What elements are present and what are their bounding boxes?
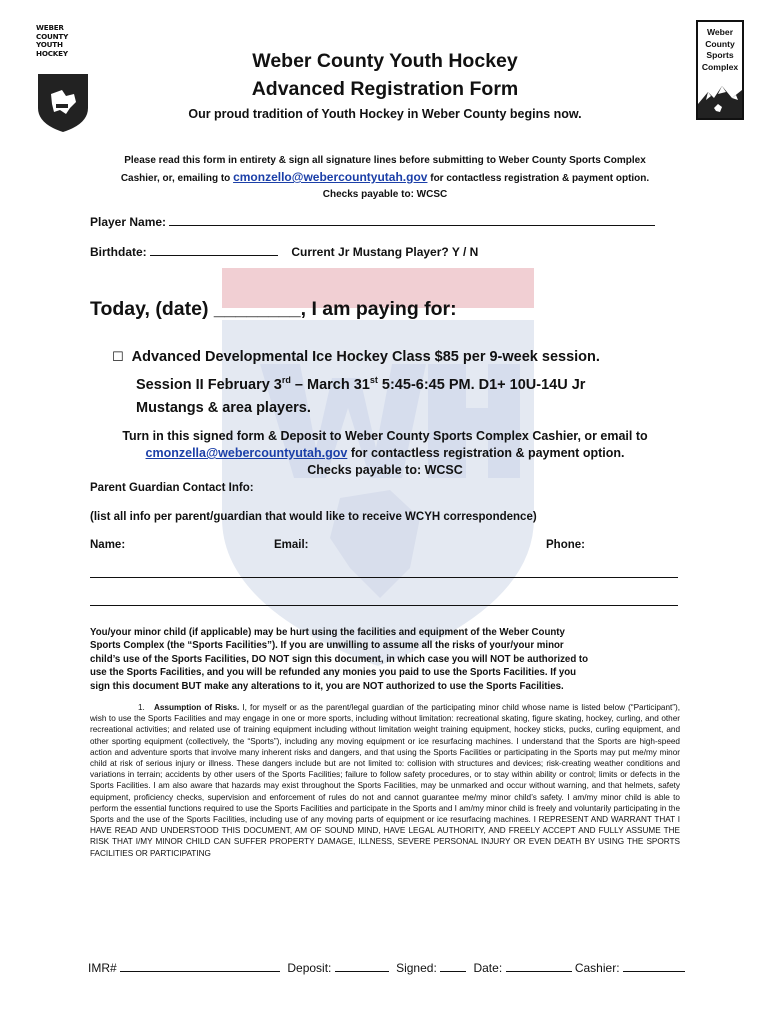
- assumption-number: 1.: [138, 703, 145, 712]
- mountain-icon: [698, 80, 742, 118]
- assumption-body: I, for myself or as the parent/legal guardian of the participating minor child whose name is listed below (“Participant”), wish to use the Sports Facilities and may engage in one or more sports, including without limitation: recreational skating, figure skating, hockey, curling, and other recreational activities; and related use of training equipment including without limitation weight training equipment, hockey sticks, pucks, curling equipment, and other sporting equipment (collectively, the “Sports”), including any moving equipment or ice resurfacing machines. I understand that the Sports are high-speed action and adventure sports that involve many inherent risks and dangers, and that using the Sports Facilities or participating in the Sports may put me/my minor child at risk of serious injury or illness. These dangers include but are not limited to: collision with structures and devices; risk-creating weather conditions and variations in terrain; accidents by other users of the Sports Facilities; failure to follow safety procedures, or to stay within ability or control; limits or defects in the Sports Facilities. I am also aware that hazards may exist throughout the Sports Facilities, may be unmarked and occur without warning, and that helmets, safety equipment, proficiency checks, supervision and enforcement of rules do not and cannot guarantee me/my minor child’s safety. I am/my minor child is able to perform the essential functions required to use the Sports Facilities and participate in the Sports and I am/my minor child is freely and voluntarily participating in the Sports and the use of the Sports Facilities, including use of any moving parts of equipment or ice resurfacing machines. I REPRESENT AND WARRANT THAT I HAVE READ AND UNDERSTOOD THIS DOCUMENT, AM OF SOUND MIND, HAVE LEGAL AUTHORITY, AND FREELY ACCEPT AND FULLY ASSUME THE RISK THAT I/MY MINOR CHILD CAN SUFFER PROPERTY DAMAGE, ILLNESS, SEVERE PERSONAL INJURY OR EVEN DEATH BY USING THE SPORTS FACILITIES OR PARTICIPATING: [90, 703, 680, 858]
- turn-in-line1: Turn in this signed form & Deposit to Weber County Sports Complex Cashier, or email to: [122, 429, 648, 443]
- logo-text-line2: YOUTH HOCKEY: [36, 40, 68, 58]
- signed-field[interactable]: [440, 961, 466, 972]
- contact-line-2[interactable]: [90, 605, 678, 606]
- option-line3: Mustangs & area players.: [136, 399, 311, 416]
- date-field[interactable]: [506, 961, 572, 972]
- turn-in-instructions: [70, 428, 700, 479]
- email-link-2[interactable]: cmonzella@webercountyutah.gov: [145, 446, 348, 460]
- player-name-row: [90, 214, 655, 229]
- option-line1: Advanced Developmental Ice Hockey Class $85 per 9-week session.: [131, 349, 600, 365]
- warning-line4: use the Sports Facilities, and you will be refunded any monies you paid to use the Sports Facilities. If you: [90, 667, 577, 679]
- checkbox-icon[interactable]: ☐: [112, 349, 124, 364]
- option-line2c: 5:45-6:45 PM. D1+ 10U-14U Jr: [377, 376, 586, 393]
- warning-line1: You/your minor child (if applicable) may be hurt using the facilities and equipment of the Weber County: [90, 627, 565, 638]
- office-use-footer: [88, 961, 685, 975]
- instructions-line1: Please read this form in entirety & sign all signature lines before submitting to Weber County Sports Complex: [124, 155, 646, 166]
- class-option: [112, 345, 600, 420]
- logo-text-sports: Sports: [706, 50, 734, 60]
- logo-text-line1: WEBER COUNTY: [36, 23, 69, 41]
- date-label: Date:: [473, 961, 503, 975]
- imr-field[interactable]: [120, 961, 280, 972]
- player-name-field[interactable]: [169, 214, 655, 226]
- contact-email-header: Email:: [274, 539, 309, 551]
- wcsc-logo: [696, 20, 744, 120]
- form-title-line2: Advanced Registration Form: [251, 78, 519, 100]
- warning-line2: Sports Complex (the “Sports Facilities”). If you are unwilling to assume all the risks of your/your minor: [90, 640, 564, 652]
- instructions-line2-prefix: Cashier, or, emailing to: [120, 173, 234, 184]
- assumption-of-risks: [90, 702, 680, 859]
- imr-label: IMR#: [88, 961, 117, 975]
- turn-in-line2-suffix: for contactless registration & payment option.: [347, 446, 625, 460]
- contact-note: (list all info per parent/guardian that would like to receive WCYH correspondence): [90, 511, 537, 523]
- tagline: Our proud tradition of Youth Hockey in Weber County begins now.: [188, 107, 582, 121]
- option-sup2: st: [369, 375, 378, 385]
- option-sup1: rd: [281, 375, 291, 385]
- deposit-label: Deposit:: [287, 961, 332, 975]
- jr-mustang-question[interactable]: Current Jr Mustang Player? Y / N: [291, 245, 479, 259]
- player-name-label: Player Name:: [90, 215, 170, 229]
- option-line2b: – March 31: [290, 376, 370, 393]
- assumption-heading: Assumption of Risks.: [153, 703, 240, 712]
- form-title-line1: Weber County Youth Hockey: [252, 50, 518, 72]
- logo-text-county: County: [705, 38, 735, 49]
- signed-label: Signed:: [396, 961, 437, 975]
- logo-text-weber: Weber: [706, 27, 734, 37]
- warning-block: [90, 626, 680, 693]
- contact-line-1[interactable]: [90, 577, 678, 578]
- birthdate-label: Birthdate:: [90, 245, 150, 259]
- warning-line3: child’s use of the Sports Facilities, DO NOT sign this document, in which case you will NOT be authorized to: [90, 653, 589, 665]
- hockey-shield-icon: [36, 70, 90, 134]
- instructions: [60, 153, 710, 203]
- contact-phone-header: Phone:: [546, 539, 585, 551]
- contact-name-header: Name:: [90, 539, 126, 551]
- deposit-field[interactable]: [335, 961, 389, 972]
- cashier-field[interactable]: [623, 961, 685, 972]
- logo-text-complex: Complex: [701, 61, 739, 72]
- option-line2a: Session II February 3: [136, 376, 282, 393]
- birthdate-row: [90, 244, 478, 259]
- cashier-label: Cashier:: [574, 961, 620, 975]
- warning-line5: sign this document BUT make any alterations to it, you are NOT authorized to use the Sports Facilities.: [90, 680, 564, 692]
- birthdate-field[interactable]: [150, 244, 278, 256]
- wcyh-logo: [36, 24, 90, 124]
- instructions-line3: Checks payable to: WCSC: [322, 189, 448, 200]
- instructions-line2-suffix: for contactless registration & payment option.: [427, 173, 650, 184]
- contact-heading: Parent Guardian Contact Info:: [90, 482, 254, 494]
- today-paying-for: Today, (date) ________, I am paying for:: [90, 298, 457, 320]
- turn-in-line3: Checks payable to: WCSC: [307, 463, 463, 477]
- email-link-1[interactable]: cmonzello@webercountyutah.gov: [233, 170, 428, 184]
